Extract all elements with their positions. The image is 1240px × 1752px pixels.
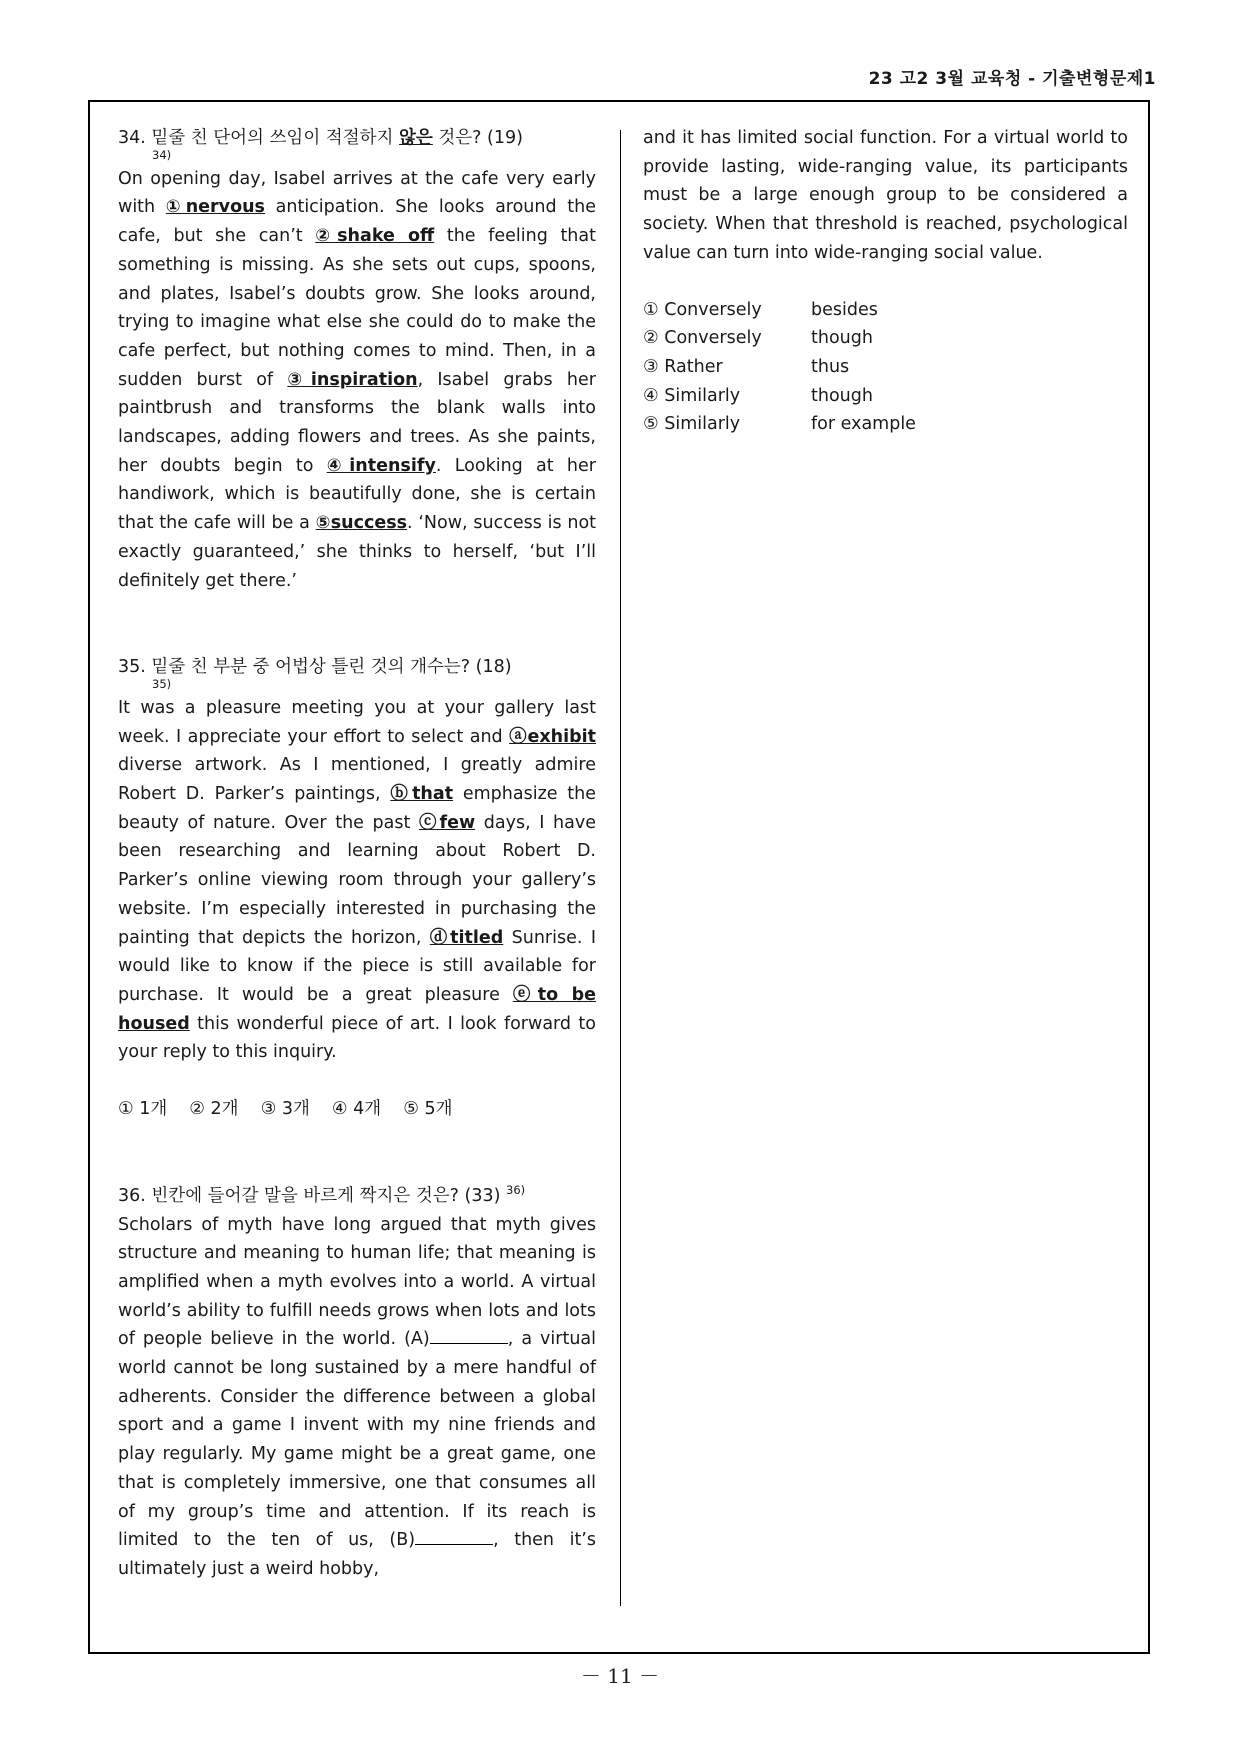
- question-34-title-end: 것은? (19): [432, 128, 523, 148]
- passage-text: , Isabel grabs her paintbrush and transforms the blank walls into landscapes, adding flowers and trees. As she paints, her doubts begin to: [118, 369, 596, 476]
- underlined-phrase-c: ⓒfew: [418, 812, 476, 833]
- passage-text: It was a pleasure meeting you at your gallery last week. I appreciate your effort to select and: [118, 697, 596, 747]
- question-35-passage: [118, 694, 596, 1067]
- passage-text: this wonderful piece of art. I look forward to your reply to this inquiry.: [118, 1013, 596, 1063]
- choice-1[interactable]: ① 1개: [118, 1099, 168, 1120]
- left-column: [118, 124, 596, 1584]
- passage-text: . Looking at her handiwork, which is beautifully done, she is certain that the cafe will be a: [118, 455, 596, 534]
- option-row-5[interactable]: [643, 410, 1128, 439]
- question-36-title: [118, 1182, 596, 1211]
- underlined-word-4: ④intensify: [326, 455, 436, 476]
- column-divider: [620, 130, 621, 1606]
- question-35-title: 35. 밑줄 친 부분 중 어법상 틀린 것의 개수는? (18): [118, 657, 512, 678]
- question-36-options: [643, 296, 1128, 440]
- right-column: [643, 124, 1128, 439]
- option-3-b: thus: [811, 356, 850, 377]
- passage-text: emphasize the beauty of nature. Over the past: [118, 784, 597, 833]
- question-36-passage-continued: and it has limited social function. For a virtual world to provide lasting, wide-ranging value, its participants must be a large enough group to be considered a society. When that threshold is reached, psychological value can turn into wide-ranging social value.: [643, 128, 1128, 263]
- question-36-passage: [118, 1211, 596, 1584]
- choice-3[interactable]: ③ 3개: [260, 1099, 310, 1120]
- question-36: [118, 1182, 596, 1584]
- question-34-title-emphasis: 않은: [398, 128, 433, 148]
- underlined-phrase-a: ⓐexhibit: [509, 726, 597, 747]
- blank-b: [415, 1526, 493, 1545]
- option-4-b: though: [811, 385, 873, 406]
- question-36-title-text: 36. 빈칸에 들어갈 말을 바르게 짝지은 것은? (33): [118, 1185, 501, 1206]
- option-row-4[interactable]: [643, 382, 1128, 411]
- option-3-a: ③ Rather: [643, 356, 723, 377]
- passage-text: days, I have been researching and learning about Robert D. Parker’s online viewing room through your gallery’s website. I’m especially interested in purchasing the painting that depicts the horizon,: [118, 812, 596, 948]
- passage-text: Scholars of myth have long argued that myth gives structure and meaning to human life; that meaning is amplified when a myth evolves into a world. A virtual world’s ability to fulfill needs grows when lots and lots of people believe in the world. (A): [118, 1214, 596, 1350]
- option-1-b: besides: [811, 299, 878, 320]
- option-1-a: ① Conversely: [643, 299, 762, 320]
- underlined-word-5: ⑤success: [315, 513, 408, 534]
- option-2-b: though: [811, 328, 873, 349]
- page-number: － 11 －: [580, 1664, 660, 1688]
- blank-a: [430, 1325, 508, 1344]
- option-5-a: ⑤ Similarly: [643, 414, 741, 435]
- passage-text: Sunrise. I would like to know if the piece is still available for purchase. It would be a great pleasure: [118, 927, 596, 1005]
- underlined-word-3: ③inspiration: [287, 369, 418, 390]
- option-2-a: ② Conversely: [643, 328, 762, 349]
- option-row-2[interactable]: [643, 324, 1128, 353]
- passage-text: . ‘Now, success is not exactly guaranteed,’ she thinks to herself, ‘but I’ll definitely get there.’: [118, 513, 597, 591]
- question-36-footnote: 36): [506, 1182, 526, 1197]
- page-header-title: 23 고2 3월 교육청 - 기출변형문제1: [868, 69, 1156, 89]
- question-35-footnote: 35): [152, 676, 172, 691]
- question-34-title-text: 34. 밑줄 친 단어의 쓰임이 적절하지: [118, 128, 399, 148]
- option-4-a: ④ Similarly: [643, 385, 741, 406]
- passage-text: On opening day, Isabel arrives at the cafe very early with: [118, 168, 596, 218]
- option-row-3[interactable]: [643, 353, 1128, 382]
- underlined-word-1: ①nervous: [165, 197, 265, 218]
- passage-text: anticipation. She looks around the cafe, but she can’t: [118, 197, 596, 247]
- passage-text: , then it’s ultimately just a weird hobby,: [118, 1530, 596, 1579]
- underlined-phrase-b: ⓑthat: [390, 784, 454, 805]
- passage-text: , a virtual world cannot be long sustained by a mere handful of adherents. Consider the difference between a global sport and a game I invent with my nine friends and play regularly. My game might be a great game, one that is completely immersive, one that consumes all of my group’s time and attention. If its reach is limited to the ten of us, (B): [118, 1329, 596, 1551]
- choice-2[interactable]: ② 2개: [189, 1099, 239, 1120]
- passage-text: diverse artwork. As I mentioned, I greatly admire Robert D. Parker’s paintings,: [118, 755, 596, 805]
- choice-5[interactable]: ⑤ 5개: [403, 1099, 453, 1120]
- option-5-b: for example: [811, 414, 916, 435]
- question-35: [118, 653, 596, 1124]
- underlined-phrase-e: ⓔto be housed: [118, 984, 596, 1034]
- passage-text: the feeling that something is missing. As she sets out cups, spoons, and plates, Isabel’s doubts grow. She looks around, trying to imagine what else she could do to make the cafe perfect, but nothing comes to mind. Then, in a sudden burst of: [118, 226, 596, 390]
- question-34-footnote: 34): [152, 147, 172, 162]
- underlined-phrase-d: ⓓtitled: [429, 927, 504, 948]
- question-34-passage: [118, 165, 596, 596]
- underlined-word-2: ②shake off: [315, 226, 435, 247]
- question-34: [118, 124, 596, 595]
- option-row-1[interactable]: [643, 296, 1128, 325]
- question-35-choices: [118, 1095, 596, 1124]
- choice-4[interactable]: ④ 4개: [331, 1099, 382, 1120]
